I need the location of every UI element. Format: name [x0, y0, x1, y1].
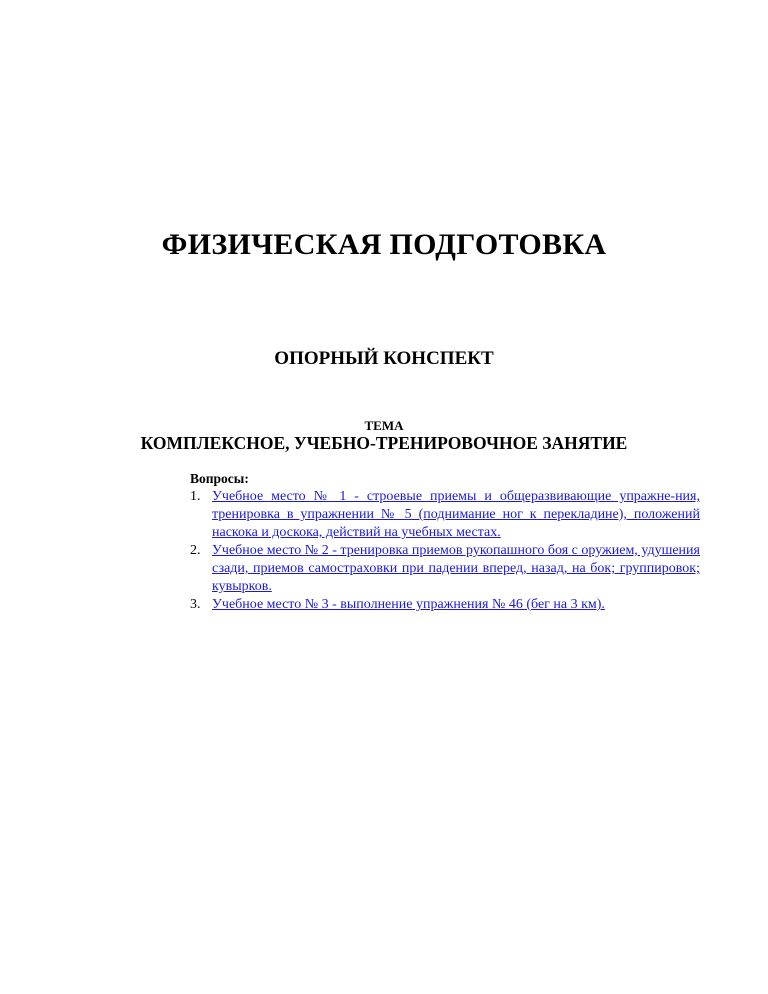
- question-link-3[interactable]: Учебное место № 3 - выполнение упражнения № 46 (бег на 3 км).: [212, 597, 605, 612]
- document-subtitle: ОПОРНЫЙ КОНСПЕКТ: [274, 348, 494, 369]
- question-number: 3.: [190, 597, 201, 612]
- question-link-1[interactable]: Учебное место № 1 - строевые приемы и общеразвивающие упражне-ния, тренировка в упражнении № 5 (поднимание ног к перекладине), положений наскока и доскока, действий на учебных местах.: [212, 489, 700, 540]
- question-item-1: [190, 488, 700, 542]
- question-number: 2.: [190, 543, 201, 558]
- topic-label: ТЕМА: [364, 418, 404, 433]
- question-link-2[interactable]: Учебное место № 2 - тренировка приемов рукопашного боя с оружием, удушения сзади, приемов самостраховки при падении вперед, назад, на бок; группировок; кувырков.: [212, 543, 700, 594]
- question-item-2: [190, 542, 700, 596]
- topic-title: КОМПЛЕКСНОЕ, УЧЕБНО-ТРЕНИРОВОЧНОЕ ЗАНЯТИЕ: [140, 433, 628, 453]
- questions-label: Вопросы:: [190, 471, 249, 486]
- questions-list: [190, 488, 700, 614]
- question-item-3: [190, 596, 700, 614]
- questions-section: [190, 470, 700, 614]
- document-title: ФИЗИЧЕСКАЯ ПОДГОТОВКА: [161, 228, 607, 261]
- question-number: 1.: [190, 489, 201, 504]
